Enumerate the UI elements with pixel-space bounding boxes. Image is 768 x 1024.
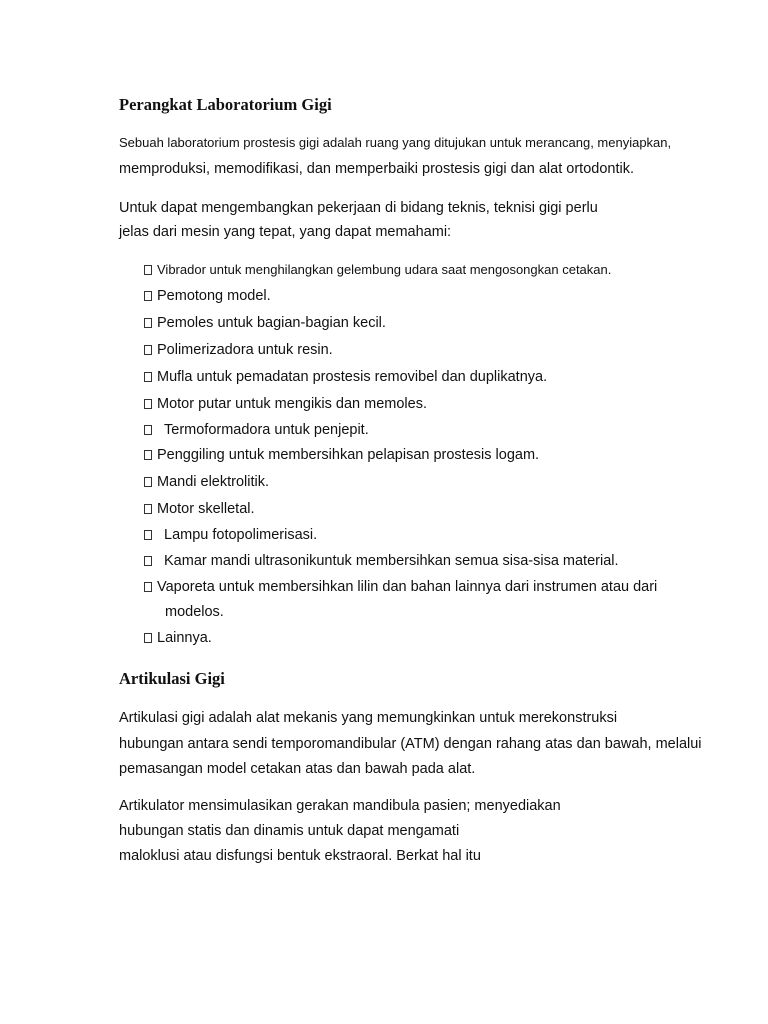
list-item-text: Vaporeta untuk membersihkan lilin dan bahan lainnya dari instrumen atau dari [157,579,658,595]
checkbox-glyph-icon [144,450,152,460]
section-heading-artikulasi: Artikulasi Gigi [119,669,225,688]
list-item [144,446,539,464]
list-item-text: Vibrador untuk menghilangkan gelembung udara saat mengosongkan cetakan. [157,262,612,277]
list-item-text: Penggiling untuk membersihkan pelapisan prostesis logam. [157,447,540,463]
list-item [144,395,427,413]
list-item-text: Pemotong model. [157,288,271,304]
list-item-text: Pemoles untuk bagian-bagian kecil. [157,315,386,331]
list-item [144,314,386,332]
list-item-continuation: modelos. [165,604,224,620]
list-item [144,473,269,491]
paragraph-line: Untuk dapat mengembangkan pekerjaan di bidang teknis, teknisi gigi perlu [119,200,598,216]
list-item-text: Mandi elektrolitik. [157,474,270,490]
paragraph-line: memproduksi, memodifikasi, dan memperbaiki prostesis gigi dan alat ortodontik. [119,161,634,177]
list-item [144,421,369,439]
checkbox-glyph-icon [144,345,152,355]
list-item [144,368,547,386]
paragraph-line: maloklusi atau disfungsi bentuk ekstraoral. Berkat hal itu [119,848,481,864]
checkbox-glyph-icon [144,318,152,328]
paragraph-line: pemasangan model cetakan atas dan bawah pada alat. [119,761,476,777]
list-item-text: Motor putar untuk mengikis dan memoles. [157,396,427,412]
paragraph-line: Artikulator mensimulasikan gerakan mandibula pasien; menyediakan [119,798,561,814]
list-item-text: Lampu fotopolimerisasi. [164,527,318,543]
list-item [144,526,317,544]
list-item-text: Lainnya. [157,630,212,646]
paragraph-line: Sebuah laboratorium prostesis gigi adalah ruang yang ditujukan untuk merancang, menyiapkan, [119,135,672,150]
list-item [144,629,212,647]
list-item [144,287,271,305]
checkbox-glyph-icon [144,291,152,301]
list-item [144,261,611,279]
checkbox-glyph-icon [144,425,152,435]
paragraph-line: Artikulasi gigi adalah alat mekanis yang memungkinkan untuk merekonstruksi [119,710,618,726]
list-item [144,578,657,596]
paragraph-line: hubungan statis dan dinamis untuk dapat mengamati [119,823,460,839]
list-item [144,552,619,570]
checkbox-glyph-icon [144,477,152,487]
section-heading-perangkat: Perangkat Laboratorium Gigi [119,95,332,114]
checkbox-glyph-icon [144,372,152,382]
paragraph-line: hubungan antara sendi temporomandibular (ATM) dengan rahang atas dan bawah, melalui [119,736,702,752]
checkbox-glyph-icon [144,556,152,566]
list-item-text: Mufla untuk pemadatan prostesis removibel dan duplikatnya. [157,369,548,385]
checkbox-glyph-icon [144,582,152,592]
list-item-text: Polimerizadora untuk resin. [157,342,333,358]
checkbox-glyph-icon [144,399,152,409]
paragraph-line: jelas dari mesin yang tepat, yang dapat memahami: [119,224,452,240]
checkbox-glyph-icon [144,504,152,514]
list-item-text: Kamar mandi ultrasonikuntuk membersihkan semua sisa-sisa material. [164,553,619,569]
checkbox-glyph-icon [144,530,152,540]
list-item [144,500,255,518]
list-item-text: Termoformadora untuk penjepit. [164,422,369,438]
checkbox-glyph-icon [144,265,152,275]
list-item [144,341,333,359]
list-item-text: Motor skelletal. [157,501,255,517]
checkbox-glyph-icon [144,633,152,643]
